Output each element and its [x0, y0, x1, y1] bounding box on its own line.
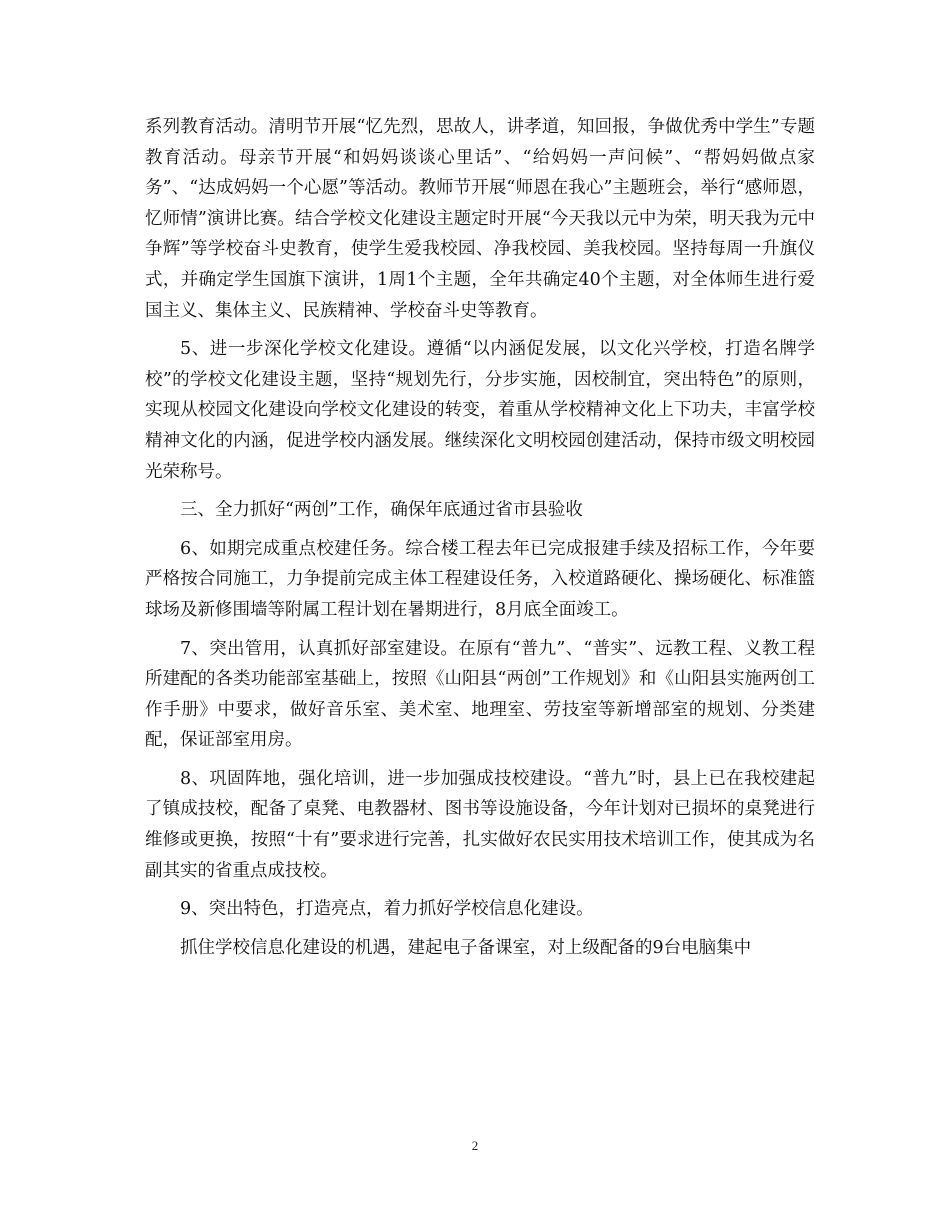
paragraph-6: 8、巩固阵地，强化培训，进一步加强成技校建设。“普九”时，县上已在我校建起了镇成技校，配备了桌凳、电教器材、图书等设施设备，今年计划对已损坏的桌凳进行维修或更换，按照“十有”要求进行完善，扎实做好农民实用技术培训工作，使其成为名副其实的省重点成技校。: [145, 768, 815, 881]
section-heading: 三、全力抓好“两创”工作，确保年底通过省市县验收: [180, 500, 583, 521]
paragraph-5: 7、突出管用，认真抓好部室建设。在原有“普九”、“普实”、远教工程、义教工程所建配的各类功能部室基础上，按照《山阳县“两创”工作规划》和《山阳县实施两创工作手册》中要求，做好音乐室、美术室、地理室、劳技室等新增部室的规划、分类建配，保证部室用房。: [145, 638, 815, 751]
document-body: [145, 112, 815, 971]
paragraph-4: 6、如期完成重点校建任务。综合楼工程去年已完成报建手续及招标工作，今年要严格按合同施工，力争提前完成主体工程建设任务，入校道路硬化、操场硬化、标准篮球场及新修围墙等附属工程计划在暑期进行，8月底全面竣工。: [145, 538, 815, 620]
paragraph-7: 9、突出特色，打造亮点，着力抓好学校信息化建设。: [180, 899, 594, 920]
paragraph-2: 5、进一步深化学校文化建设。遵循“以内涵促发展，以文化兴学校，打造名牌学校”的学校文化建设主题，坚持“规划先行，分步实施，因校制宜，突出特色”的原则，实现从校园文化建设向学校文化建设的转变，着重从学校精神文化上下功夫，丰富学校精神文化的内涵，促进学校内涵发展。继续深化文明校园创建活动，保持市级文明校园光荣称号。: [145, 339, 815, 482]
paragraph-1: 系列教育活动。清明节开展“忆先烈，思故人，讲孝道，知回报，争做优秀中学生”专题教育活动。母亲节开展“和妈妈谈谈心里话”、“给妈妈一声问候”、“帮妈妈做点家务”、“达成妈妈一个心愿”等活动。教师节开展“师恩在我心”主题班会，举行“感师恩，忆师情”演讲比赛。结合学校文化建设主题定时开展“今天我以元中为荣，明天我为元中争辉”等学校奋斗史教育，使学生爱我校园、净我校园、美我校园。坚持每周一升旗仪式，并确定学生国旗下演讲，1周1个主题，全年共确定40个主题，对全体师生进行爱国主义、集体主义、民族精神、学校奋斗史等教育。: [145, 117, 815, 321]
paragraph-8: 抓住学校信息化建设的机遇，建起电子备课室，对上级配备的9台电脑集中: [180, 937, 752, 958]
page-number: 2: [471, 1138, 479, 1153]
